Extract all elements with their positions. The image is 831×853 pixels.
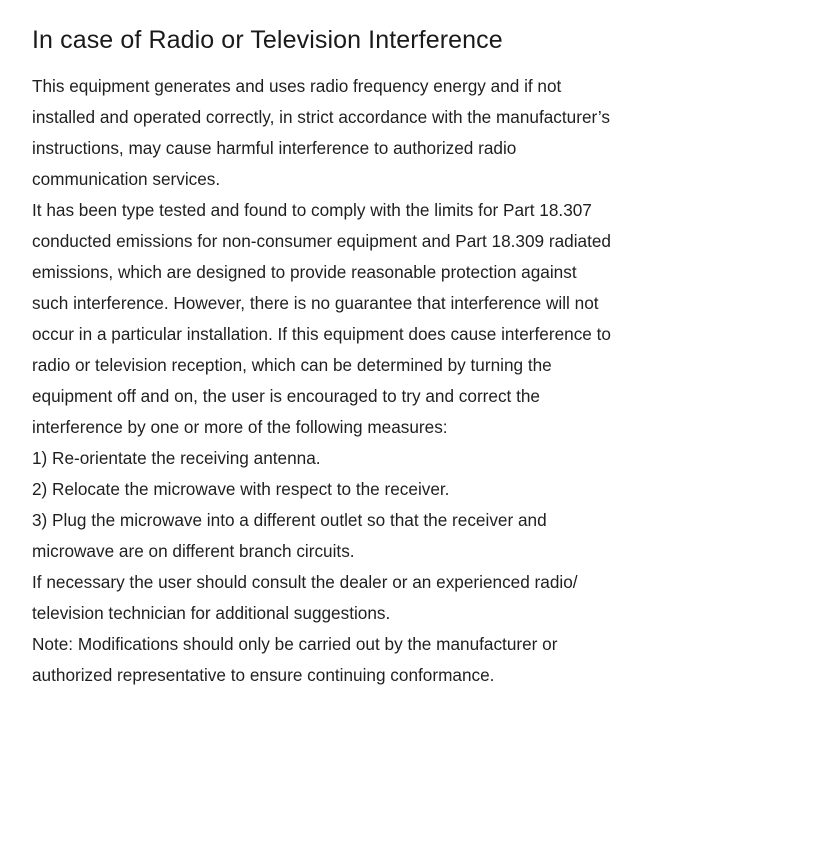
text-line: microwave are on different branch circuits. bbox=[32, 541, 355, 561]
text-line: This equipment generates and uses radio frequency energy and if not bbox=[32, 76, 562, 96]
text-line: such interference. However, there is no guarantee that interference will not bbox=[32, 293, 599, 313]
list-item-1: 1) Re-orientate the receiving antenna. bbox=[32, 448, 321, 468]
text-line: equipment off and on, the user is encouraged to try and correct the bbox=[32, 386, 540, 406]
text-line: installed and operated correctly, in strict accordance with the manufacturer’s bbox=[32, 107, 610, 127]
text-line: instructions, may cause harmful interference to authorized radio bbox=[32, 138, 517, 158]
text-line: occur in a particular installation. If this equipment does cause interference to bbox=[32, 324, 611, 344]
list-item-3: 3) Plug the microwave into a different outlet so that the receiver and bbox=[32, 510, 547, 530]
interference-notice-body bbox=[32, 71, 811, 691]
text-line: interference by one or more of the following measures: bbox=[32, 417, 448, 437]
note-line: Note: Modifications should only be carried out by the manufacturer or bbox=[32, 634, 558, 654]
text-line: conducted emissions for non-consumer equipment and Part 18.309 radiated bbox=[32, 231, 611, 251]
text-line: communication services. bbox=[32, 169, 221, 189]
text-line: radio or television reception, which can be determined by turning the bbox=[32, 355, 552, 375]
page-title: In case of Radio or Television Interference bbox=[32, 26, 503, 54]
text-line: television technician for additional suggestions. bbox=[32, 603, 391, 623]
text-line: If necessary the user should consult the dealer or an experienced radio/ bbox=[32, 572, 578, 592]
list-item-2: 2) Relocate the microwave with respect to the receiver. bbox=[32, 479, 450, 499]
note-line: authorized representative to ensure continuing conformance. bbox=[32, 665, 495, 685]
text-line: emissions, which are designed to provide reasonable protection against bbox=[32, 262, 577, 282]
text-line: It has been type tested and found to comply with the limits for Part 18.307 bbox=[32, 200, 592, 220]
